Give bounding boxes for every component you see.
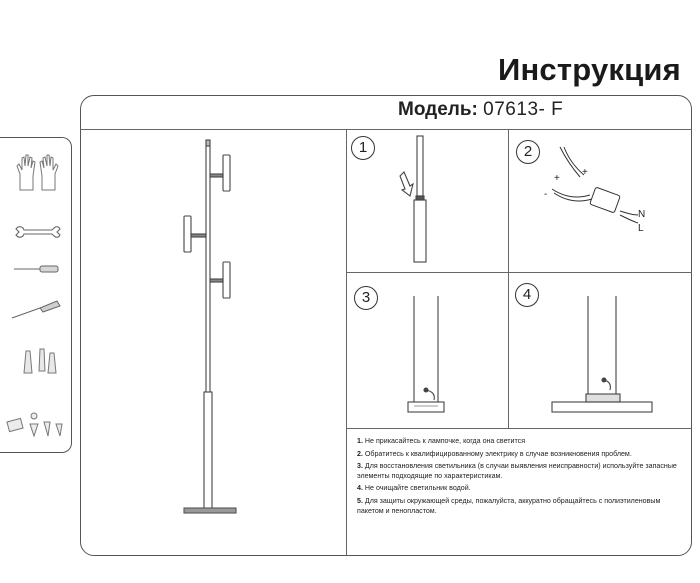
step-2-wire-n: N (638, 209, 646, 220)
step-divider-vertical (508, 129, 509, 429)
note-item: 5. Для защиты окружающей среды, пожалуйста, аккуратно обращайтесь с полиэтиленовым пакетом и пенопластом. (357, 496, 661, 515)
step-2-number: 2 (516, 140, 540, 164)
step-2-wire-plus: + (554, 173, 560, 184)
step-1-number: 1 (351, 136, 375, 160)
wall-plug-icon (20, 347, 60, 377)
step-2-wire-plus2: + (582, 167, 588, 178)
screwdriver-flat-icon (12, 262, 62, 276)
screws-set-icon (4, 406, 70, 440)
column-divider (346, 129, 347, 556)
step-2-wire-minus: - (544, 189, 548, 200)
note-item: 3. Для восстановления светильника (в случаи выявления неисправности) используйте запасные элементы подходящие по характеристикам. (357, 462, 677, 480)
model-label: Модель: (398, 99, 478, 120)
note-item: 2. Обратитесь к квалифицированному электрику в случае возникновения проблем. (357, 449, 632, 458)
wrench-icon (14, 224, 62, 240)
step-3-number: 3 (354, 286, 378, 310)
model-number: 07613- F (483, 99, 564, 120)
gloves-icon (14, 152, 66, 194)
step-3-drawing (396, 294, 456, 418)
safety-notes (357, 437, 687, 519)
step-2-drawing (540, 145, 650, 235)
screwdriver-phillips-icon (10, 298, 64, 322)
step-4-number: 4 (515, 283, 539, 307)
step-2-wire-l: L (638, 223, 644, 234)
step-4-drawing (548, 294, 658, 418)
notes-divider (346, 428, 692, 429)
page-title: Инструкция (498, 52, 681, 87)
step-divider-horizontal (346, 272, 692, 273)
floor-lamp-drawing (178, 138, 246, 520)
step-1-drawing (390, 134, 450, 266)
note-item: 4. Не очищайте светильник водой. (357, 484, 471, 493)
model-line (398, 99, 563, 121)
header-divider (80, 129, 692, 130)
note-item: 1. Не прикасайтесь к лампочке, когда она светится (357, 437, 526, 445)
